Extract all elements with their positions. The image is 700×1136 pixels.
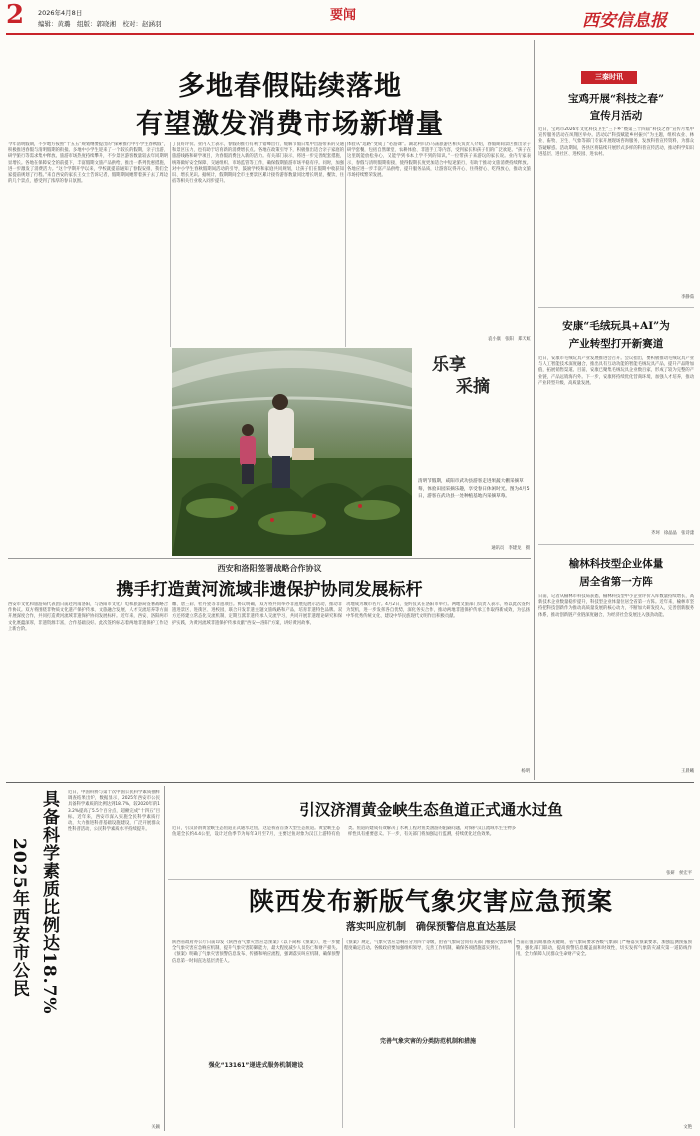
lead-byline: 袁小康 张阳 郑天虹 xyxy=(488,337,531,342)
column-divider xyxy=(170,142,171,347)
sidebar-story3-title-1: 榆林科技型企业体量 xyxy=(568,558,664,570)
lead-column-3: 体验从“选路”变成了“必游课”。湖北利川苏马荡旅游区相关负责人介绍，春假期间景区推出亲子研学套餐，包括自然课堂、农耕体验、非遗手工等内容，受到家长和孩子们的广泛欢迎。“孩子在这里既能放松身心，又能学到书本上学不到的知识。”一位带孩子来游玩的家长说。业内专家表示，春假与清明假期衔接，使得假期长度更加适合中短途旅行，有助于推动文旅消费持续释放。各地应进一步丰富产品供给，提升服务品质，让游客玩得开心、住得舒心、吃得放心，推动文旅市场持续繁荣发展。 xyxy=(347,142,531,179)
column-divider xyxy=(514,938,515,1128)
sidebar-story2-title-2: 产业转型打开新赛道 xyxy=(568,338,664,350)
story3-byline: 张研 侯宏平 xyxy=(666,871,692,876)
column-divider xyxy=(342,938,343,1128)
photo-credit: 通讯员 李建龙 摄 xyxy=(491,546,530,551)
sidebar-story1-byline: 李静茹 xyxy=(681,295,694,300)
sidebar-section-tag: 三秦时讯 xyxy=(581,71,637,84)
lead-column-1: 今年清明假期，不少地方按照“十五五”规划纲要提出的“探索推行中小学生春秋假”，积极推进春假与清明假期的衔接。多地中小学生迎来了一个较长的假期，亲子出游、研学旅行等需求集中释放。旅游市场热度持续攀升，不少景区游客数量较去年同期明显增长。各地在保障安全的前提下，丰富假期文旅产品供给，推出一系列优惠措施，进一步激发了消费活力。“这个学期开学以来，学校就提前通知了春假安排，我们全家提前规划了行程。”来自西安的家长王女士告诉记者，假期期间她带着孩子去了周边的几个景点，感受到了浓厚的春日氛围。 xyxy=(8,142,168,185)
sidebar-story2-byline: 齐珂 徐晶晶 张诗漾 xyxy=(651,531,694,536)
photo-caption: 清明节假期，咸阳市武功县游客走进果蔬大棚采摘草莓，体验田园采摘乐趣，享受春日休闲时光。图为4月5日，游客在武功县一处种植基地内采摘草莓。 xyxy=(418,479,530,500)
story2-column-2: 雕、唐三彩、牡丹瓷等非遗项目。协议明确，双方将共同举办非遗展览展示活动，推动非遗进景区、进街区、进校园，联合开发非遗主题文旅线路和产品，培育非遗特色品牌。双方还将建立常态化交流机制，定期互派非遗传承人交流学习，共同开展非遗理论研究和保护实践，为黄河流域非遗保护传承贡献“西安—洛阳”方案，讲好黄河故事。 xyxy=(172,602,342,626)
column-divider xyxy=(345,142,346,347)
story4-headline: 陕西发布新版气象灾害应急预案 xyxy=(248,887,613,916)
vertical-story-text: 近日，中国科协与第十次中国公民科学素质抽样调查结果出炉，数据显示，2025年西安市公民具备科学素质的比例达到18.7%，较2020年的13.2%提高了5.5个百分点，超额完成“十四五”目标。近年来，西安市深入实施全民科学素质行动，大力推进科普基础设施建设，广泛开展群众性科普活动，公民科学素质水平持续提升。 xyxy=(68,790,160,833)
sidebar-story2-text: 近日，安康市毛绒玩具产业发展推进会召开。会议指出，要积极推动毛绒玩具产业与人工智能技术深度融合，推出具有互动功能的智能毛绒玩具产品，提升产品附加值，拓展销售渠道。目前，安康已聚集毛绒玩具企业数百家，形成了较为完整的产业链，产品远销海内外。下一步，安康将持续优化营商环境，加强人才培养，推动产业转型升级、高质量发展。 xyxy=(538,356,694,386)
lead-headline-2: 有望激发消费市场新增量 xyxy=(136,109,444,140)
issue-date: 2026年4月8日 xyxy=(38,9,83,17)
sidebar-story1-title-2: 宣传月活动 xyxy=(589,110,643,122)
editors-line: 编辑：黄璐 组版：郭晓湘 校对：赵涵羽 xyxy=(38,20,162,28)
story4-column-2: 《预案》规定，气象灾害应急响应分为四个等级，由省气象局会同有关部门根据灾害影响程度确定启动。各级政府要加强组织领导，完善工作机制，确保各项措施落实到位。 xyxy=(344,940,512,952)
story4-byline: 文艳 xyxy=(683,1125,692,1130)
section-name: 要闻 xyxy=(330,8,357,23)
story2-headline: 携手打造黄河流域非遗保护协同发展标杆 xyxy=(116,580,423,600)
sidebar-story1-title-1: 宝鸡开展“科技之春” xyxy=(567,93,665,105)
sidebar-story1-text: 近日，宝鸡市2026年文化科技卫生“三下乡”暨第三十四届“科技之春”宣传月集中宣传服务活动在凤翔区举办。活动以“科技赋能乡村振兴”为主题，组织农业、林业、畜牧、卫生、气象等部门专家开展现场咨询服务，发放科普宣传资料，为群众答疑解惑。活动期间，各县区将陆续开展形式多样的科普宣传活动，推动科学知识进基层、进社区、进校园、进农村。 xyxy=(538,127,694,157)
story2-kicker: 西安和洛阳签署战略合作协议 xyxy=(217,564,322,573)
lead-column-2: 了良好评价。业内人士表示，春假的推行有利于错峰出行，缓解节假日集中出游带来的交通和景区压力，也有助于培育新的消费增长点。各地在政策引导下，积极推出适合亲子家庭的旅游线路和研学项目，为春假消费注入新的活力。有关部门表示，将进一步完善配套措施，统筹做好安全保障、交通组织、市场监管等工作，确保假期旅游市场平稳有序。同时，加强对中小学生春秋假期间活动的引导，鼓励学校和家庭共同规划，让孩子们在假期中收获知识、增长见识。据统计，假期期间全市主要景区累计接待游客数量同比增长明显，餐饮、住宿等相关行业收入同步提升。 xyxy=(172,142,344,185)
sidebar-divider xyxy=(534,40,535,780)
sidebar-story2-title-1: 安康“毛绒玩具+AI”为 xyxy=(562,320,670,332)
section-divider xyxy=(8,558,531,559)
story2-column-3: 功地成为城市名片。4月2日，签约仪式在洛阳市举行。两地文旅部门负责人表示，将以此次签约为契机，进一步发挥各自优势，深化务实合作，推动两地非遗保护传承工作取得新成效，为弘扬中华优秀传统文化、建设中华民族现代文明作出积极贡献。 xyxy=(346,602,530,620)
sidebar-rule xyxy=(538,307,694,308)
section-rule xyxy=(6,782,694,783)
story4-subhead-1: 强化“13161”递进式服务机制建设 xyxy=(208,1062,304,1069)
sidebar-story3-title-2: 居全省第一方阵 xyxy=(579,576,653,588)
story4-column-1: 陕西省政府办公厅日前印发《陕西省气象灾害应急预案》（以下简称《预案》），进一步健全气象灾害应急响应机制，提升气象灾害防御能力，最大程度减少人员伤亡和财产损失。《预案》明确了气象灾害预警信息发布、传播和响应流程，强调落实叫应机制，确保预警信息第一时间直达基层责任人。 xyxy=(172,940,340,964)
vertical-story-byline: 关颖 xyxy=(151,1125,160,1130)
story4-subhead: 落实叫应机制 确保预警信息直达基层 xyxy=(346,922,516,933)
column-divider xyxy=(164,786,165,1131)
sidebar-story3-byline: 王晨曦 xyxy=(681,769,694,774)
photo-caption-title-1: 乐享 xyxy=(432,355,466,375)
vertical-headline-2: 2025年西安市公民 xyxy=(9,838,29,998)
story4-subhead-2: 完善气象灾害的分类防范机制和措施 xyxy=(379,1038,476,1045)
story2-column-1: 西安市文化和旅游局代表团日前赴河南洛阳，与洛阳市文化广电和旅游局签署战略合作协议。双方将围绕非物质文化遗产保护传承、文旅融合发展、人才交流培养等方面开展深度合作，共同打造黄河流域非遗保护协同发展标杆。近年来，西安、洛阳两市文化底蕴深厚，非遗资源丰富，合作基础良好。此次签约标志着两地非遗保护工作迈上新台阶。 xyxy=(8,602,168,632)
sidebar-story3-text: 日前，记者从榆林市科技局获悉，榆林科技型中小企业评价入库数量持续增长，高新技术企业数量稳步提升，科技型企业体量位居全省第一方阵。近年来，榆林市坚持把科技创新作为推动高质量发展的核心动力，不断加大研发投入，完善创新服务体系，推动创新链产业链深度融合，为经济社会发展注入强劲动能。 xyxy=(538,594,694,618)
sidebar-rule xyxy=(538,544,694,545)
strawberry-picking-photo xyxy=(172,348,412,556)
lead-headline-1: 多地春假陆续落地 xyxy=(178,71,402,102)
vertical-headline-1: 具备科学素质比例达18.7% xyxy=(39,790,59,1015)
masthead-rule xyxy=(6,33,694,35)
section-rule xyxy=(168,879,694,880)
story2-byline: 杨明 xyxy=(521,769,530,774)
newspaper-logo: 西安信息报 xyxy=(582,11,667,31)
photo-caption-title-2: 采摘 xyxy=(456,377,490,397)
story4-column-3: 当前正值汛期准备关键期，省气象局要求各级气象部门严格落实预案要求，加强监测预报预警，强化部门联动，提高预警信息覆盖面和时效性，切实发挥气象防灾减灾第一道防线作用，全力保障人民群众生命财产安全。 xyxy=(516,940,692,958)
story3-headline: 引汉济渭黄金峡生态鱼道正式通水过鱼 xyxy=(299,800,563,819)
page-number: 2 xyxy=(6,0,25,30)
story3-text: 近日，引汉济渭黄金峡生态鱼道正式通水过鱼，这是我省首条大型生态鱼道。黄金峡生态鱼道全长约4.4公里，设计过鱼季节为每年3月至7月，主要过鱼对象为汉江上游特有鱼类。鱼道的建成有效解决了水利工程对鱼类洄游的阻隔问题，对保护汉江流域水生生物多样性具有重要意义。下一步，有关部门将加强运行监测，持续优化过鱼效果。 xyxy=(172,826,516,838)
